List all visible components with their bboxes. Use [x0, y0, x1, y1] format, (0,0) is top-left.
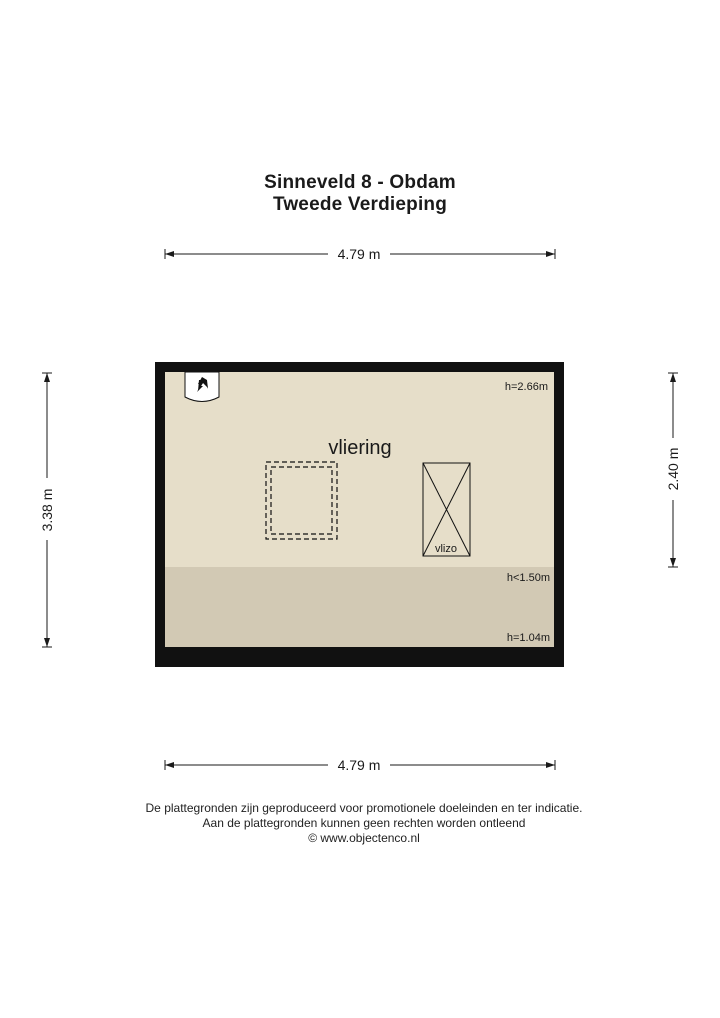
dimension-left: [39, 373, 55, 647]
dimension-bottom-label: 4.79 m: [337, 757, 381, 773]
floorplan-room: [155, 362, 564, 667]
floor-low-ceiling: [165, 567, 554, 647]
ceiling-height-mid: h<1.50m: [506, 572, 550, 584]
floor-full-height: [165, 372, 554, 567]
dimension-top: [165, 246, 555, 262]
vent-icon: [185, 372, 219, 402]
vlizo-label: vlizo: [434, 543, 458, 555]
disclaimer-line-1: De plattegronden zijn geproduceerd voor promotionele doeleinden en ter indicatie.: [145, 801, 583, 815]
room-name: vliering: [328, 437, 392, 459]
dimension-right: [665, 373, 681, 567]
ceiling-height-min: h=1.04m: [506, 632, 550, 644]
dimension-left-label: 3.38 m: [39, 488, 55, 532]
dimension-bottom: [165, 757, 555, 773]
page-subtitle: Tweede Verdieping: [272, 194, 448, 215]
copyright-line: © www.objectenco.nl: [308, 831, 420, 845]
dimension-top-label: 4.79 m: [337, 246, 381, 262]
dimension-right-label: 2.40 m: [665, 447, 681, 491]
page-title: Sinneveld 8 - Obdam: [264, 172, 456, 193]
disclaimer-line-2: Aan de plattegronden kunnen geen rechten worden ontleend: [202, 816, 526, 830]
ceiling-height-max: h=2.66m: [504, 381, 548, 393]
